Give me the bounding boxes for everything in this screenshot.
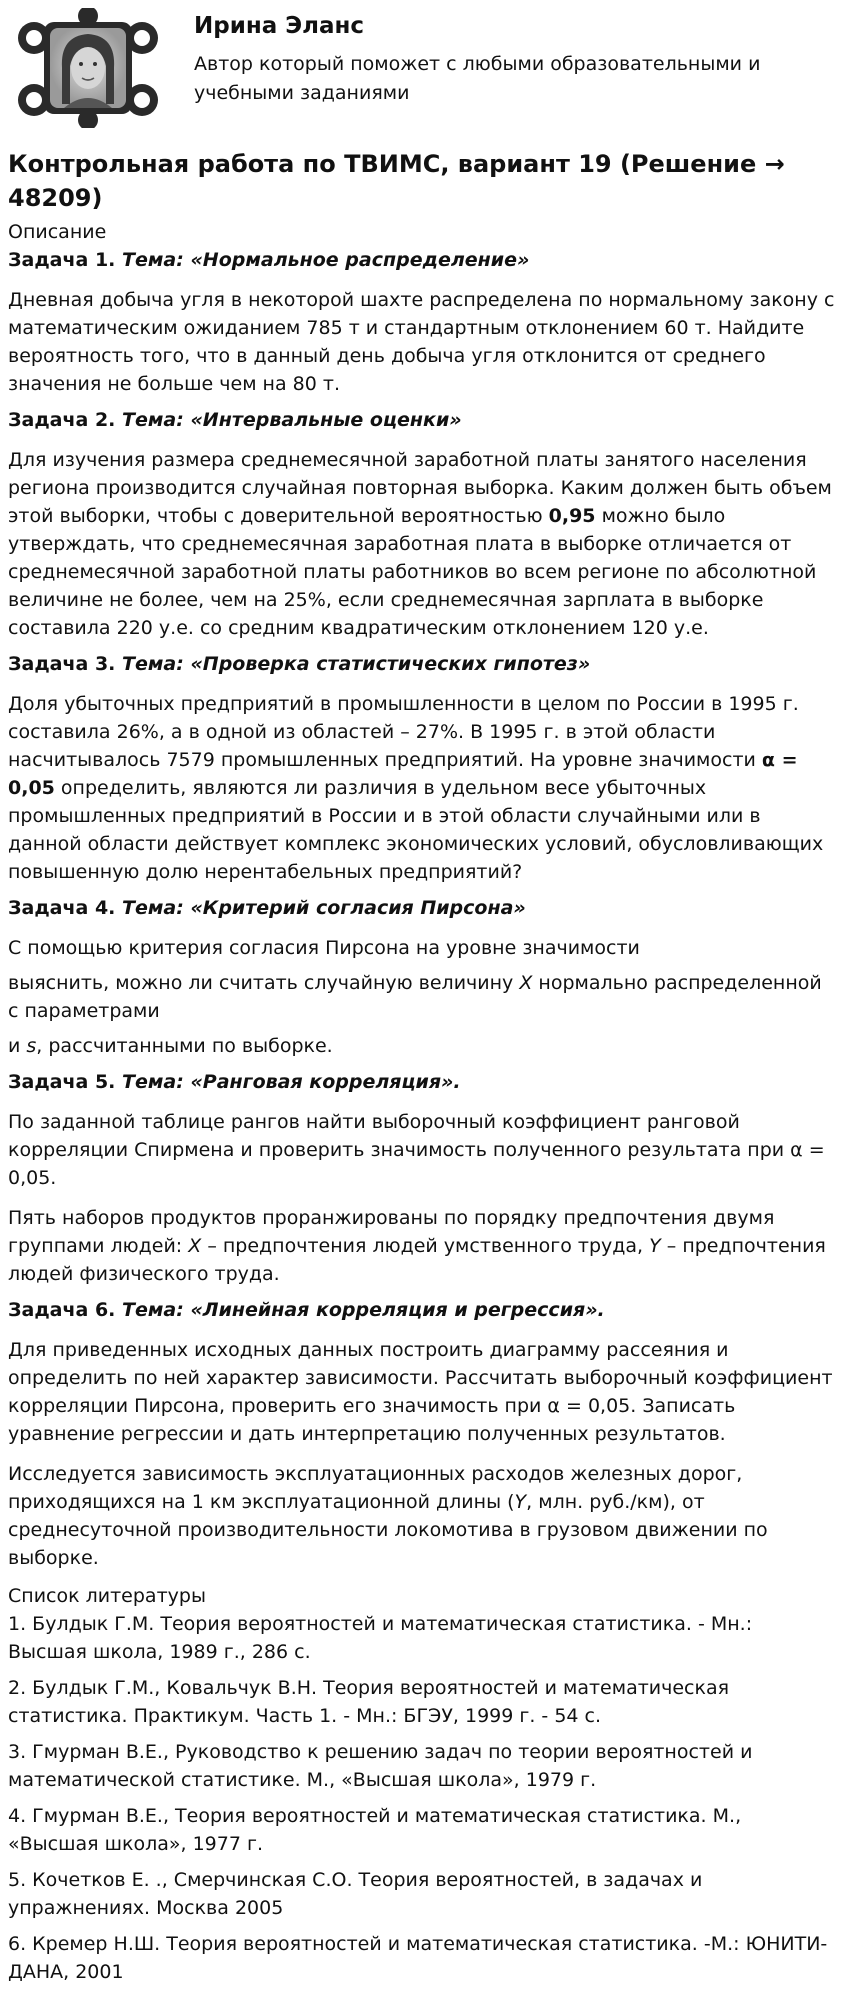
task-number: Задача 4.	[8, 897, 116, 919]
variable-s: s	[26, 1035, 37, 1057]
task-topic: Тема: «Ранговая корреляция».	[122, 1071, 461, 1093]
task-topic: Тема: «Проверка статистических гипотез»	[122, 653, 591, 675]
variable-x: X	[188, 1235, 202, 1257]
description-label: Описание	[8, 221, 107, 243]
task-2-text	[8, 446, 837, 642]
task-5-text-2	[8, 1204, 837, 1288]
task-heading-4	[8, 894, 837, 922]
task-4-text-2	[8, 969, 837, 1025]
task-heading-5	[8, 1068, 837, 1096]
author-name[interactable]: Ирина Эланс	[194, 13, 365, 39]
text-span: определить, являются ли различия в удельном весе убыточных промышленных предприятий в России и в этой области случайными или в данной области действует комплекс экономических условий, обусловливающих повышенную долю нерентабельных предприятий?	[8, 777, 824, 883]
task-4-text-1: С помощью критерия согласия Пирсона на уровне значимости	[8, 937, 640, 959]
task-6-text-2	[8, 1460, 837, 1572]
significance-value: α = 0,05	[8, 749, 798, 799]
task-heading-1	[8, 246, 837, 274]
text-span: нормально распределенной с параметрами	[8, 972, 822, 1022]
task-heading-2	[8, 406, 837, 434]
literature-item: 4. Гмурман В.Е., Теория вероятностей и математическая статистика. М., «Высшая школа», 1977 г.	[8, 1805, 742, 1855]
author-avatar[interactable]	[14, 8, 162, 128]
literature-item: 1. Булдык Г.М. Теория вероятностей и математическая статистика. - Мн.: Высшая школа, 1989 г., 286 с.	[8, 1613, 753, 1663]
task-1-text: Дневная добыча угля в некоторой шахте распределена по нормальному закону с математическим ожиданием 785 т и стандартным отклонением 60 т. Найдите вероятность того, что в данный день добыча угля отклонится от среднего значения не больше чем на 80 т.	[8, 289, 835, 395]
task-number: Задача 3.	[8, 653, 116, 675]
text-span: можно было утверждать, что среднемесячная заработная плата в выборке отличается от среднемесячной заработной платы работников во всем регионе по абсолютной величине не более, чем на 25%, если среднемесячная зарплата в выборке составила 220 у.е. со средним квадратическим отклонением 120 у.е.	[8, 505, 817, 639]
task-number: Задача 1.	[8, 249, 116, 271]
task-topic: Тема: «Линейная корреляция и регрессия».	[122, 1299, 605, 1321]
author-description: Автор который поможет с любыми образовательными и учебными заданиями	[194, 53, 761, 104]
task-5-text-1: По заданной таблице рангов найти выборочный коэффициент ранговой корреляции Спирмена и проверить значимость полученного результата при α = 0,05.	[8, 1111, 825, 1189]
variable-y: Y	[649, 1235, 661, 1257]
text-span: Пять наборов продуктов проранжированы по порядку предпочтения двумя группами людей:	[8, 1207, 775, 1257]
literature-item: 2. Булдык Г.М., Ковальчук В.Н. Теория вероятностей и математическая статистика. Практикум. Часть 1. - Мн.: БГЭУ, 1999 г. - 54 с.	[8, 1677, 730, 1727]
task-number: Задача 5.	[8, 1071, 116, 1093]
task-topic: Тема: «Критерий согласия Пирсона»	[122, 897, 526, 919]
page-title: Контрольная работа по ТВИМС, вариант 19 (Решение → 48209)	[8, 150, 785, 212]
task-3-text	[8, 690, 837, 886]
text-span: Исследуется зависимость эксплуатационных расходов железных дорог, приходящихся на 1 км эксплуатационной длины (	[8, 1463, 743, 1513]
text-span: Доля убыточных предприятий в промышленности в целом по России в 1995 г. составила 26%, а в одной из областей – 27%. В 1995 г. в этой области насчитывалось 7579 промышленных предприятий. На уровне значимости	[8, 693, 799, 771]
literature-item: 5. Кочетков Е. ., Смерчинская С.О. Теория вероятностей, в задачах и упражнениях. Москва 2005	[8, 1869, 703, 1919]
author-header	[8, 0, 837, 130]
task-6-text-1: Для приведенных исходных данных построить диаграмму рассеяния и определить по ней характер зависимости. Рассчитать выборочный коэффициент корреляции Пирсона, проверить его значимость при α = 0,05. Записать уравнение регрессии и дать интерпретацию полученных результатов.	[8, 1339, 833, 1445]
task-heading-3	[8, 650, 837, 678]
task-number: Задача 6.	[8, 1299, 116, 1321]
text-span: , млн. руб./км), от среднесуточной производительности локомотива в грузовом движении по выборке.	[8, 1491, 768, 1569]
task-4-text-3	[8, 1032, 837, 1060]
text-span: Для изучения размера среднемесячной заработной платы занятого населения региона производится случайная повторная выборка. Каким должен быть объем этой выборки, чтобы с доверительной вероятностью	[8, 449, 832, 527]
literature-label: Список литературы	[8, 1585, 206, 1607]
task-topic: Тема: «Интервальные оценки»	[122, 409, 462, 431]
confidence-value: 0,95	[548, 505, 596, 527]
text-span: , рассчитанными по выборке.	[36, 1035, 333, 1057]
task-number: Задача 2.	[8, 409, 116, 431]
text-span: выяснить, можно ли считать случайную величину	[8, 972, 520, 994]
variable-x: X	[519, 972, 533, 994]
task-topic: Тема: «Нормальное распределение»	[122, 249, 530, 271]
literature-item: 6. Кремер Н.Ш. Теория вероятностей и математическая статистика. -М.: ЮНИТИ-ДАНА, 2001	[8, 1933, 828, 1983]
text-span: и	[8, 1035, 27, 1057]
variable-y: Y	[514, 1491, 527, 1513]
literature-item: 3. Гмурман В.Е., Руководство к решению задач по теории вероятностей и математической статистике. М., «Высшая школа», 1979 г.	[8, 1741, 753, 1791]
text-span: – предпочтения людей умственного труда,	[201, 1235, 650, 1257]
text-span: – предпочтения людей физического труда.	[8, 1235, 826, 1285]
task-heading-6	[8, 1296, 837, 1324]
